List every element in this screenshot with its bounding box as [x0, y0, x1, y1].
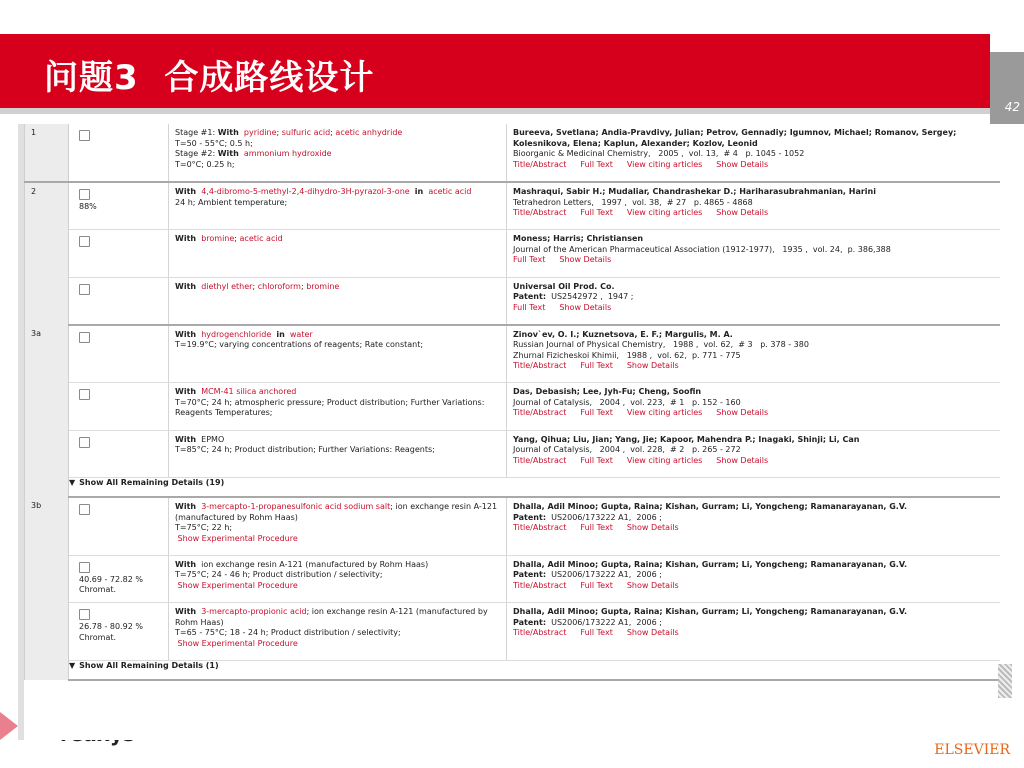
condition-line	[175, 523, 500, 534]
condition-line	[175, 128, 500, 139]
condition-line	[175, 160, 500, 171]
reference-cell	[507, 383, 1001, 431]
select-cell	[69, 277, 169, 325]
row-checkbox[interactable]	[79, 236, 90, 247]
page-tab	[990, 52, 1024, 124]
table-row	[25, 383, 1001, 431]
citation	[513, 292, 995, 303]
reagent-link[interactable]: bromine	[201, 234, 235, 243]
conditions-cell	[169, 430, 507, 478]
select-cell	[69, 603, 169, 661]
select-cell	[69, 383, 169, 431]
elsevier-wordmark: ELSEVIER	[934, 742, 1010, 758]
row-checkbox[interactable]	[79, 130, 90, 141]
reagent-link[interactable]: MCM-41 silica anchored	[201, 387, 297, 396]
patent-label: Patent:	[513, 617, 547, 627]
show-all-row	[25, 478, 1001, 498]
show-all-cell	[69, 478, 1001, 498]
keyword: With	[175, 434, 197, 444]
condition-line	[175, 187, 500, 198]
authors: Universal Oil Prod. Co.	[513, 281, 615, 291]
select-cell	[69, 430, 169, 478]
citation	[513, 513, 995, 524]
reference-link[interactable]: Show Details	[716, 408, 769, 417]
citation-text: Journal of the American Pharmaceutical Association (1912-1977), 1935 , vol. 24, p. 386,388	[513, 244, 891, 254]
citation-text: Russian Journal of Physical Chemistry, 1988 , vol. 62, # 3 p. 378 - 380	[513, 340, 809, 349]
table-row	[25, 230, 1001, 278]
authors: Zinov`ev, O. I.; Kuznetsova, E. F.; Margulis, M. A.	[513, 329, 733, 339]
reagent-link[interactable]: 4,4-dibromo-5-methyl-2,4-dihydro-3H-pyrazol-3-one	[201, 187, 410, 196]
reference-links	[513, 208, 995, 219]
keyword: With	[175, 502, 197, 511]
authors: Dhalla, Adil Minoo; Gupta, Raina; Kishan, Gurram; Li, Yongcheng; Ramanarayanan, G.V.	[513, 607, 908, 616]
reference-link[interactable]: View citing articles	[626, 455, 703, 465]
reference-cell	[507, 430, 1001, 478]
reference-links	[513, 255, 995, 266]
show-all-link[interactable]: Show All Remaining Details (1)	[79, 661, 219, 670]
condition-text: Stage #2:	[175, 149, 218, 158]
citation-text: Tetrahedron Letters, 1997 , vol. 38, # 27 p. 4865 - 4868	[513, 197, 753, 207]
reference-cell	[507, 497, 1001, 555]
condition-line	[175, 607, 500, 618]
citation	[513, 570, 995, 581]
conditions-cell	[169, 555, 507, 603]
reference-links	[513, 581, 995, 592]
condition-text: Rohm Haas)	[175, 617, 224, 627]
reference-link[interactable]: Title/Abstract	[513, 408, 567, 417]
title-banner	[0, 34, 990, 108]
conditions-cell	[169, 325, 507, 383]
reference-cell	[507, 603, 1001, 661]
citation	[513, 340, 995, 351]
table-row	[25, 182, 1001, 230]
keyword: With	[217, 128, 239, 137]
citation	[513, 198, 995, 209]
condition-text: T=75°C; 22 h;	[175, 523, 233, 532]
condition-text: ion exchange resin A-121 (manufactured by Rohm Haas)	[196, 559, 429, 569]
keyword: With	[175, 329, 197, 339]
condition-line	[175, 408, 500, 419]
condition-line	[175, 340, 500, 351]
reference-link[interactable]: Title/Abstract	[513, 361, 567, 370]
condition-line	[175, 149, 500, 160]
citation	[513, 445, 995, 456]
citation-text: US2542972 , 1947 ;	[546, 292, 634, 301]
keyword: With	[217, 149, 239, 158]
table-row	[25, 603, 1001, 661]
condition-text: ; ion exchange resin A-121 (manufactured by	[306, 607, 488, 616]
condition-text: ;	[276, 128, 282, 137]
authors: Dhalla, Adil Minoo; Gupta, Raina; Kishan, Gurram; Li, Yongcheng; Ramanarayanan, G.V.	[513, 502, 908, 511]
condition-line	[175, 502, 500, 513]
condition-line	[175, 139, 500, 150]
conditions-cell	[169, 182, 507, 230]
row-checkbox[interactable]	[79, 389, 90, 400]
row-checkbox[interactable]	[79, 437, 90, 448]
reference-links	[513, 628, 995, 639]
condition-line	[175, 234, 500, 245]
conditions-cell	[169, 124, 507, 182]
patent-label: Patent:	[513, 570, 547, 579]
reference-link[interactable]: View citing articles	[626, 159, 703, 169]
condition-line	[175, 570, 500, 581]
select-cell	[69, 124, 169, 182]
condition-text: ;	[330, 128, 336, 137]
reagent-link[interactable]: ammonium hydroxide	[243, 149, 332, 158]
reference-links	[513, 523, 995, 534]
reagent-link[interactable]: 3-mercapto-propionic acid	[201, 607, 307, 616]
table-row	[25, 325, 1001, 383]
select-cell	[69, 325, 169, 383]
title-underline	[0, 108, 990, 114]
select-cell	[69, 182, 169, 230]
select-cell	[69, 555, 169, 603]
condition-text: ;	[300, 281, 307, 291]
row-checkbox[interactable]	[79, 332, 90, 343]
reference-links	[513, 303, 995, 314]
reference-link[interactable]: Full Text	[513, 302, 546, 312]
condition-text: T=85°C; 24 h; Product distribution; Further Variations: Reagents;	[175, 445, 435, 454]
double-chevron-down-icon: ▼	[69, 478, 76, 487]
show-all-link[interactable]: Show All Remaining Details (19)	[79, 478, 225, 487]
reaction-id-cell: 2	[25, 182, 69, 325]
keyword: With	[175, 559, 197, 569]
row-checkbox[interactable]	[79, 189, 90, 200]
citation-text: US2006/173222 A1, 2006 ;	[546, 512, 662, 522]
conditions-cell	[169, 230, 507, 278]
reference-link[interactable]: Show Details	[559, 302, 612, 312]
reference-link[interactable]: Title/Abstract	[513, 580, 567, 590]
select-cell	[69, 230, 169, 278]
reference-link[interactable]: Full Text	[580, 208, 613, 217]
reagent-link[interactable]: sulfuric acid	[281, 128, 331, 137]
select-cell	[69, 497, 169, 555]
citation	[513, 245, 995, 256]
condition-line	[175, 398, 500, 409]
patent-label: Patent:	[513, 292, 547, 301]
keyword: With	[175, 607, 197, 616]
reagent-link[interactable]: hydrogenchloride	[201, 329, 272, 339]
table-row	[25, 430, 1001, 478]
reaction-id-cell: 1	[25, 124, 69, 182]
reference-link[interactable]: Show Details	[626, 580, 679, 590]
reference-link[interactable]: View citing articles	[626, 208, 703, 217]
condition-line	[175, 534, 500, 545]
reference-link[interactable]: Title/Abstract	[513, 208, 567, 217]
citation-text: Journal of Catalysis, 2004 , vol. 228, # 2 p. 265 - 272	[513, 445, 741, 454]
condition-line	[175, 560, 500, 571]
condition-line	[175, 330, 500, 341]
reference-link[interactable]: Full Text	[580, 628, 613, 637]
reagent-link[interactable]: acetic anhydride	[335, 128, 403, 137]
condition-line	[175, 628, 500, 639]
condition-line	[175, 639, 500, 650]
reagent-link[interactable]: Show Experimental Procedure	[175, 533, 298, 543]
conditions-cell	[169, 277, 507, 325]
reaction-id-cell: 3a	[25, 325, 69, 498]
condition-line	[175, 618, 500, 629]
condition-text: 24 h; Ambient temperature;	[175, 197, 288, 207]
reference-link[interactable]: Full Text	[580, 455, 613, 465]
condition-text: ;	[234, 234, 240, 243]
condition-line	[175, 513, 500, 524]
condition-text: Reagents Temperatures;	[175, 408, 273, 417]
condition-text: T=70°C; 24 h; atmospheric pressure; Product distribution; Further Variations:	[175, 397, 485, 407]
condition-text: T=65 - 75°C; 18 - 24 h; Product distribution / selectivity;	[175, 628, 401, 637]
patent-label: Patent:	[513, 512, 547, 522]
keyword: With	[175, 281, 197, 291]
reference-cell	[507, 555, 1001, 603]
citation	[513, 149, 995, 160]
reagent-link[interactable]: Show Experimental Procedure	[175, 638, 298, 648]
reaction-id-cell: 3b	[25, 497, 69, 680]
reference-link[interactable]: Full Text	[580, 408, 613, 417]
reference-link[interactable]: Title/Abstract	[513, 159, 567, 169]
keyword: in	[414, 187, 424, 196]
row-checkbox[interactable]	[79, 609, 90, 620]
row-checkbox[interactable]	[79, 504, 90, 515]
condition-line	[175, 198, 500, 209]
citation-text: Bioorganic & Medicinal Chemistry, 2005 , vol. 13, # 4 p. 1045 - 1052	[513, 149, 805, 158]
authors: Moness; Harris; Christiansen	[513, 234, 644, 243]
table-row	[25, 124, 1001, 182]
elsevier-tree-icon	[998, 664, 1012, 698]
reference-cell	[507, 182, 1001, 230]
row-checkbox[interactable]	[79, 562, 90, 573]
reference-cell	[507, 124, 1001, 182]
reference-link[interactable]: Show Details	[716, 208, 769, 217]
citation-secondary: Zhurnal Fizicheskoi Khimii, 1988 , vol. 62, p. 771 - 775	[513, 350, 741, 360]
citation-text: US2006/173222 A1, 2006 ;	[546, 617, 662, 627]
reference-link[interactable]: Show Details	[626, 628, 679, 637]
reference-link[interactable]: Show Details	[626, 523, 679, 532]
condition-text: T=0°C; 0.25 h;	[175, 159, 235, 169]
reference-link[interactable]: Title/Abstract	[513, 455, 567, 465]
table-row	[25, 277, 1001, 325]
keyword: With	[175, 234, 197, 243]
reference-cell	[507, 277, 1001, 325]
reagent-link[interactable]: water	[289, 329, 313, 339]
condition-line	[175, 581, 500, 592]
condition-text: T=19.9°C; varying concentrations of reagents; Rate constant;	[175, 340, 424, 349]
conditions-cell	[169, 497, 507, 555]
keyword: With	[175, 187, 197, 196]
reagent-link[interactable]: acetic acid	[428, 187, 472, 196]
reference-link[interactable]: Full Text	[580, 580, 613, 590]
citation	[513, 618, 995, 629]
condition-text: Stage #1:	[175, 128, 218, 137]
condition-text: EPMO	[196, 434, 225, 444]
table-row	[25, 555, 1001, 603]
reference-link[interactable]: Title/Abstract	[513, 523, 567, 532]
reference-link[interactable]: Show Details	[626, 361, 679, 370]
reference-link[interactable]: View citing articles	[626, 408, 703, 417]
keyword: in	[276, 329, 285, 339]
reagent-link[interactable]: Show Experimental Procedure	[175, 580, 298, 590]
reference-link[interactable]: Show Details	[716, 455, 769, 465]
reference-link[interactable]: Show Details	[716, 159, 769, 169]
page-number: 42	[1004, 100, 1020, 114]
double-chevron-down-icon: ▼	[69, 661, 76, 670]
reagent-link[interactable]: diethyl ether	[201, 281, 253, 291]
authors: Das, Debasish; Lee, Jyh-Fu; Cheng, Soofin	[513, 387, 702, 396]
reference-links	[513, 408, 995, 419]
condition-line	[175, 387, 500, 398]
condition-text: T=50 - 55°C; 0.5 h;	[175, 138, 253, 148]
reference-links	[513, 160, 995, 171]
reference-link[interactable]: Show Details	[559, 255, 612, 264]
condition-text: ; ion exchange resin A-121	[390, 502, 498, 511]
reference-links	[513, 456, 995, 467]
table-row	[25, 497, 1001, 555]
reagent-link[interactable]: pyridine	[243, 128, 277, 137]
reference-cell	[507, 325, 1001, 383]
condition-text: T=75°C; 24 - 46 h; Product distribution / selectivity;	[175, 570, 383, 579]
authors: Yang, Qihua; Liu, Jian; Yang, Jie; Kapoor, Mahendra P.; Inagaki, Shinji; Li, Can	[513, 434, 860, 444]
authors: Mashraqui, Sabir H.; Mudaliar, Chandrashekar D.; Hariharasubrahmanian, Harini	[513, 187, 876, 196]
slide-title: 问题3 合成路线设计	[44, 58, 375, 98]
keyword: With	[175, 387, 197, 396]
citation	[513, 398, 995, 409]
show-all-row	[25, 661, 1001, 681]
citation-text: US2006/173222 A1, 2006 ;	[546, 570, 662, 579]
yield-value: 40.69 - 72.82 % Chromat.	[79, 574, 143, 594]
reference-cell	[507, 230, 1001, 278]
reagent-link[interactable]: bromine	[306, 281, 340, 291]
reaction-results-table	[24, 124, 1000, 740]
reference-link[interactable]: Full Text	[580, 361, 613, 370]
citation-text: Journal of Catalysis, 2004 , vol. 223, # 1 p. 152 - 160	[513, 397, 741, 407]
show-all-cell	[69, 661, 1001, 681]
row-checkbox[interactable]	[79, 284, 90, 295]
reference-link[interactable]: Full Text	[580, 523, 613, 532]
reference-link[interactable]: Title/Abstract	[513, 628, 567, 637]
reference-link[interactable]: Full Text	[513, 255, 546, 264]
condition-line	[175, 282, 500, 293]
conditions-cell	[169, 383, 507, 431]
authors: Dhalla, Adil Minoo; Gupta, Raina; Kishan, Gurram; Li, Yongcheng; Ramanarayanan, G.V.	[513, 559, 908, 569]
yield-value: 88%	[79, 202, 97, 211]
reaxys-wedge-icon	[0, 712, 18, 740]
condition-line	[175, 445, 500, 456]
results-grid	[24, 124, 1000, 681]
condition-text: (manufactured by Rohm Haas)	[175, 512, 298, 522]
authors: Bureeva, Svetlana; Andia-Pravdivy, Julian; Petrov, Gennadiy; Igumnov, Michael; Romanov, Sergey; Kolesnikova, Elena; Kaplun, Alexander; Kozlov, Leonid	[513, 128, 957, 148]
reagent-link[interactable]: 3-mercapto-1-propanesulfonic acid sodium salt	[201, 502, 391, 511]
reagent-link[interactable]: chloroform	[257, 281, 301, 291]
condition-text: ;	[252, 281, 258, 291]
reference-links	[513, 361, 995, 372]
reference-link[interactable]: Full Text	[580, 159, 613, 169]
condition-line	[175, 435, 500, 446]
yield-value: 26.78 - 80.92 % Chromat.	[79, 622, 143, 642]
reagent-link[interactable]: acetic acid	[239, 234, 283, 243]
conditions-cell	[169, 603, 507, 661]
